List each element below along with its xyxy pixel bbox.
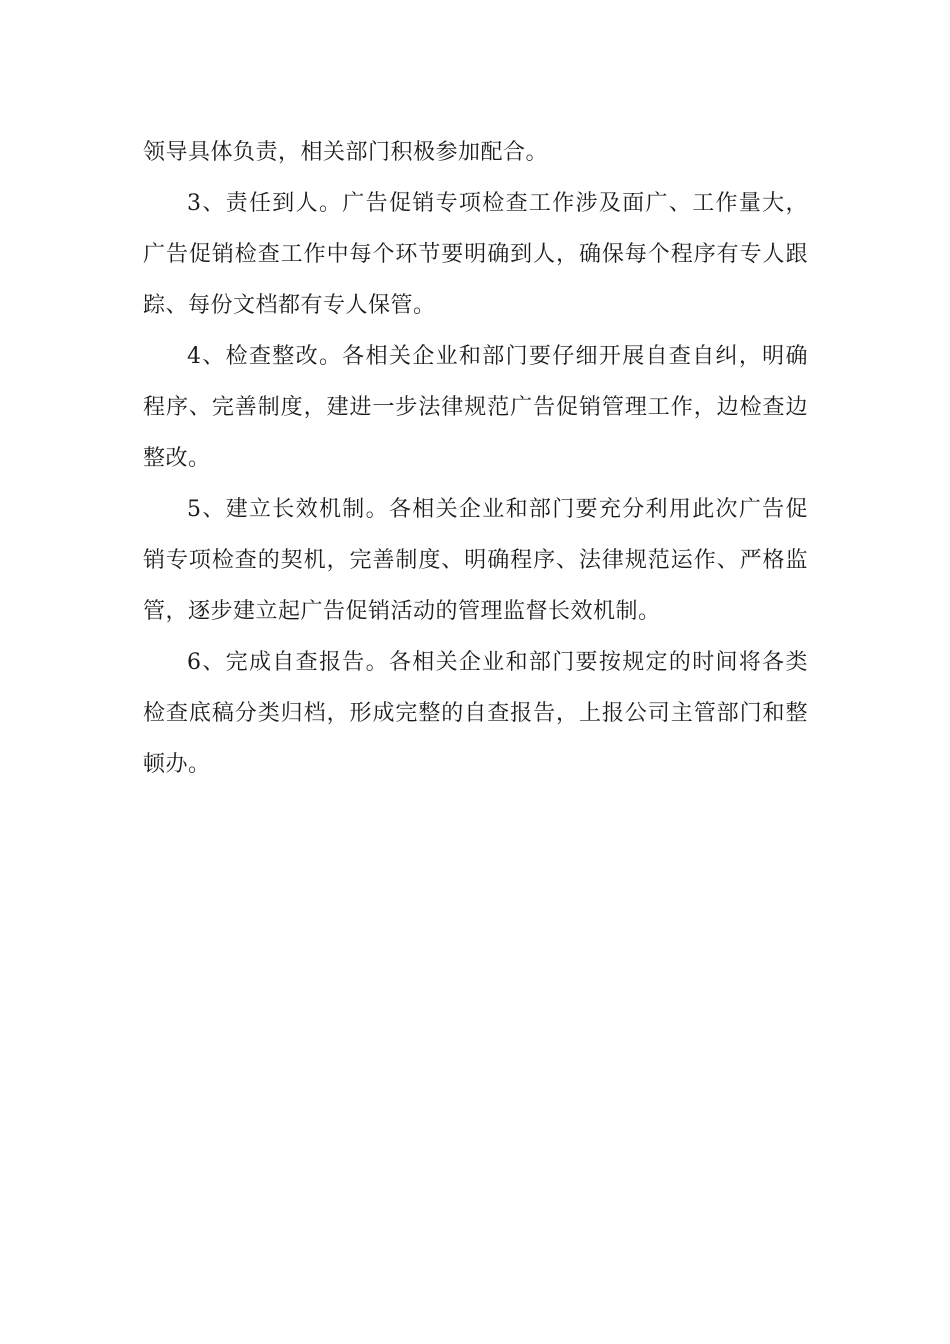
paragraph-item-4: 4、检查整改。各相关企业和部门要仔细开展自查自纠，明确程序、完善制度，建进一步法律规范广告促销管理工作，边检查边整改。 bbox=[143, 344, 808, 471]
paragraph-item-5: 5、建立长效机制。各相关企业和部门要充分利用此次广告促销专项检查的契机，完善制度、明确程序、法律规范运作、严格监管，逐步建立起广告促销活动的管理监督长效机制。 bbox=[143, 497, 808, 624]
paragraph-continuation: 领导具体负责，相关部门积极参加配合。 bbox=[143, 140, 549, 165]
document-body bbox=[143, 127, 808, 790]
paragraph-item-6: 6、完成自查报告。各相关企业和部门要按规定的时间将各类检查底稿分类归档，形成完整的自查报告，上报公司主管部门和整顿办。 bbox=[143, 650, 808, 777]
paragraph-item-3: 3、责任到人。广告促销专项检查工作涉及面广、工作量大，广告促销检查工作中每个环节要明确到人，确保每个程序有专人跟踪、每份文档都有专人保管。 bbox=[143, 191, 808, 318]
